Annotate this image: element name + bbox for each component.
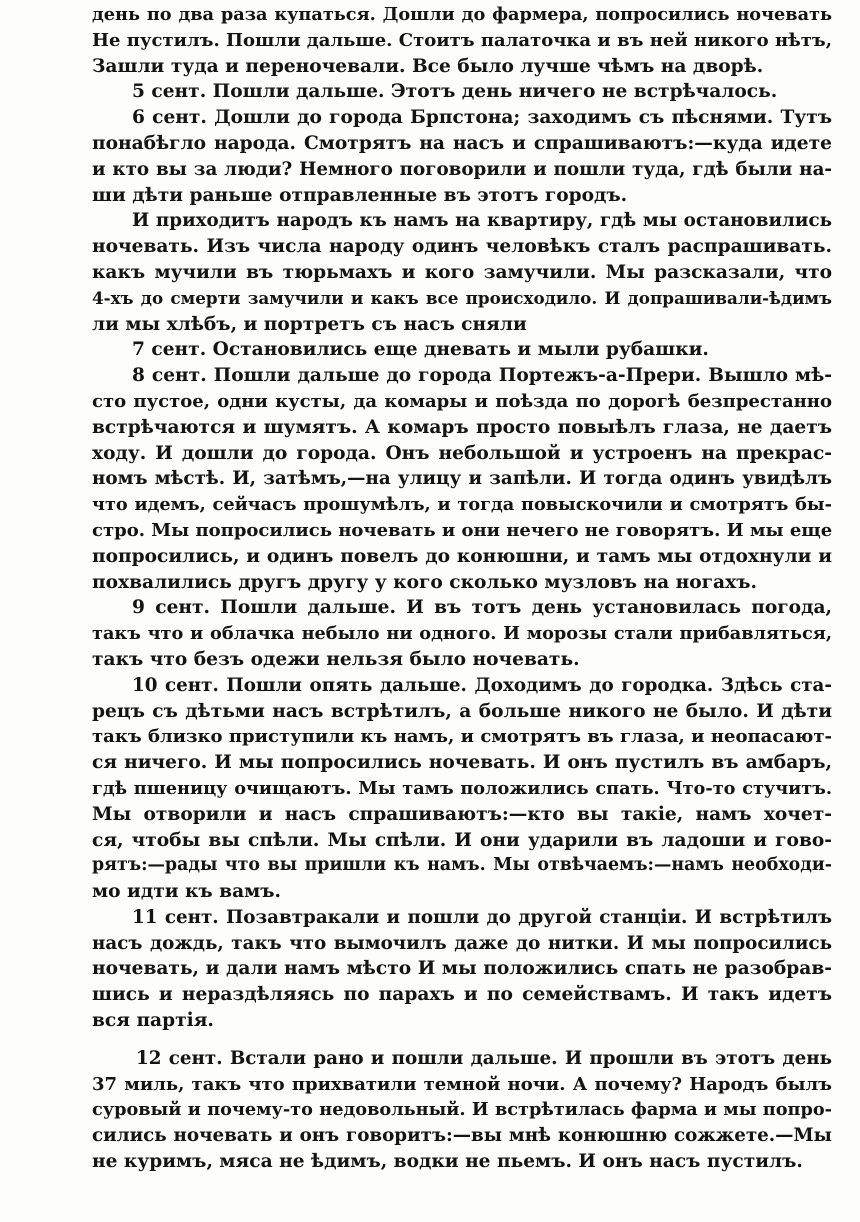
text-line: ся ничего. И мы попросились ночевать. И онъ пустилъ въ амбаръ, <box>92 752 832 774</box>
text-line: не куримъ, мяса не ѣдимъ, водки не пьемъ. И онъ насъ пустилъ. <box>92 1151 803 1173</box>
paragraph <box>92 905 832 1034</box>
text-line: что идемъ, сейчасъ прошумѣлъ, и тогда повыскочили и смотрятъ бы- <box>92 494 832 516</box>
text-line: и кто вы за люди? Немного поговорили и пошли туда, гдѣ были на- <box>92 158 832 180</box>
text-line: рятъ:—рады что вы пришли къ намъ. Мы отвѣчаемъ:—намъ необходи- <box>92 855 832 876</box>
text-line: похвалились другъ другу у кого сколько музловъ на ногахъ. <box>92 571 757 593</box>
text-line: номъ мѣстѣ. И, затѣмъ,—на улицу и запѣли. И тогда одинъ увидѣлъ <box>92 468 832 490</box>
text-line: ходу. И дошли до города. Онъ небольшой и устроенъ на прекрас- <box>92 442 832 464</box>
text-line: 11 сент. Позавтракали и пошли до другой станціи. И встрѣтилъ <box>132 906 832 928</box>
text-line: 8 сент. Пошли дальше до города Портежъ-а-Прери. Вышло мѣ- <box>132 365 832 387</box>
text-line: ночевать. Изъ числа народу одинъ человѣкъ сталъ распрашивать. <box>92 236 832 258</box>
text-line: такъ что и облачка небыло ни одного. И морозы стали прибавляться, <box>92 623 832 645</box>
text-line: 7 сент. Остановились еще дневать и мыли рубашки. <box>132 339 709 361</box>
text-line: Мы отворили и насъ спрашиваютъ:—кто вы такіе, намъ хочет- <box>92 803 832 825</box>
text-line: 4-хъ до смерти замучили и какъ все происходило. И допрашивали-ѣдимъ <box>92 287 832 308</box>
text-line: гдѣ пшеницу очищаютъ. Мы тамъ положились спать. Что-то стучитъ. <box>92 777 832 799</box>
text-line: 5 сент. Пошли дальше. Этотъ день ничего не встрѣчалось. <box>132 81 778 103</box>
document-body <box>92 2 832 1175</box>
text-line: 37 миль, такъ что прихватили темной ночи. А почему? Народъ былъ <box>92 1073 832 1095</box>
text-line: понабѣгло народа. Смотрятъ на насъ и спрашиваютъ:—куда идете <box>92 132 832 154</box>
paragraph <box>92 363 832 595</box>
text-line: ночевать, и дали намъ мѣсто И мы положились спать не разобрав- <box>92 958 832 980</box>
text-line: ли мы хлѣбъ, и портретъ съ насъ сняли <box>92 313 527 335</box>
text-line: И приходитъ народъ къ намъ на квартиру, гдѣ мы остановились <box>132 210 832 232</box>
text-line: Зашли туда и переночевали. Все было лучше чѣмъ на дворѣ. <box>92 55 764 77</box>
text-line: рецъ съ дѣтьми насъ встрѣтилъ, а больше никого не было. И дѣти <box>92 700 832 722</box>
text-line: такъ что безъ одежи нельзя было ночевать. <box>92 648 580 670</box>
text-line: шись и нераздѣляясь по парахъ и по семействамъ. И такъ идетъ <box>92 984 832 1006</box>
text-line: 10 сент. Пошли опять дальше. Доходимъ до городка. Здѣсь ста- <box>132 674 832 696</box>
paragraph <box>92 673 832 905</box>
paragraph-gap <box>92 1034 832 1046</box>
text-line: суровый и почему-то недовольный. И встрѣтилась фарма и мы попро- <box>92 1099 832 1121</box>
text-line: попросились, и одинъ повелъ до конюшни, и тамъ мы отдохнули и <box>92 545 832 567</box>
paragraph <box>92 208 832 337</box>
paragraph <box>92 337 832 363</box>
text-line: сились ночевать и онъ говоритъ:—вы мнѣ конюшню сожжете.—Мы <box>92 1125 832 1147</box>
text-line: встрѣчаются и шумятъ. А комаръ просто повыѣлъ глаза, не даетъ <box>92 416 832 438</box>
paragraph <box>92 105 832 208</box>
paragraph <box>92 2 832 79</box>
text-line: такъ близко приступили къ намъ, и смотрятъ въ глаза, и неопасают- <box>92 726 832 748</box>
text-line: какъ мучили въ тюрьмахъ и кого замучили. Мы разсказали, что <box>92 261 832 283</box>
text-line: ся, чтобы вы спѣли. Мы спѣли. И они ударили въ ладоши и гово- <box>92 829 832 851</box>
text-line: Не пустилъ. Пошли дальше. Стоитъ палаточка и въ ней никого нѣтъ, <box>92 29 832 51</box>
paragraph <box>92 79 832 105</box>
text-line: 9 сент. Пошли дальше. И въ тотъ день установилась погода, <box>132 597 832 619</box>
text-line: 6 сент. Дошли до города Брпстона; заходимъ съ пѣснями. Тутъ <box>132 107 832 129</box>
text-line: стро. Мы попросились ночевать и они нечего не говорятъ. И мы еще <box>92 519 832 541</box>
text-line: насъ дождь, такъ что вымочилъ даже до нитки. И мы попросились <box>92 932 832 954</box>
text-line: ши дѣти раньше отправленные въ этотъ городъ. <box>92 184 628 206</box>
paragraph <box>92 595 832 672</box>
text-line: 12 сент. Встали рано и пошли дальше. И прошли въ этотъ день <box>136 1047 832 1069</box>
text-line: вся партія. <box>92 1010 214 1032</box>
text-line: день по два раза купаться. Дошли до фармера, попросились ночевать <box>92 4 832 25</box>
text-line: сто пустое, одни кусты, да комары и поѣзда по дорогѣ безпрестанно <box>92 390 832 412</box>
text-line: мо идти къ вамъ. <box>92 881 282 903</box>
paragraph <box>92 1046 832 1175</box>
